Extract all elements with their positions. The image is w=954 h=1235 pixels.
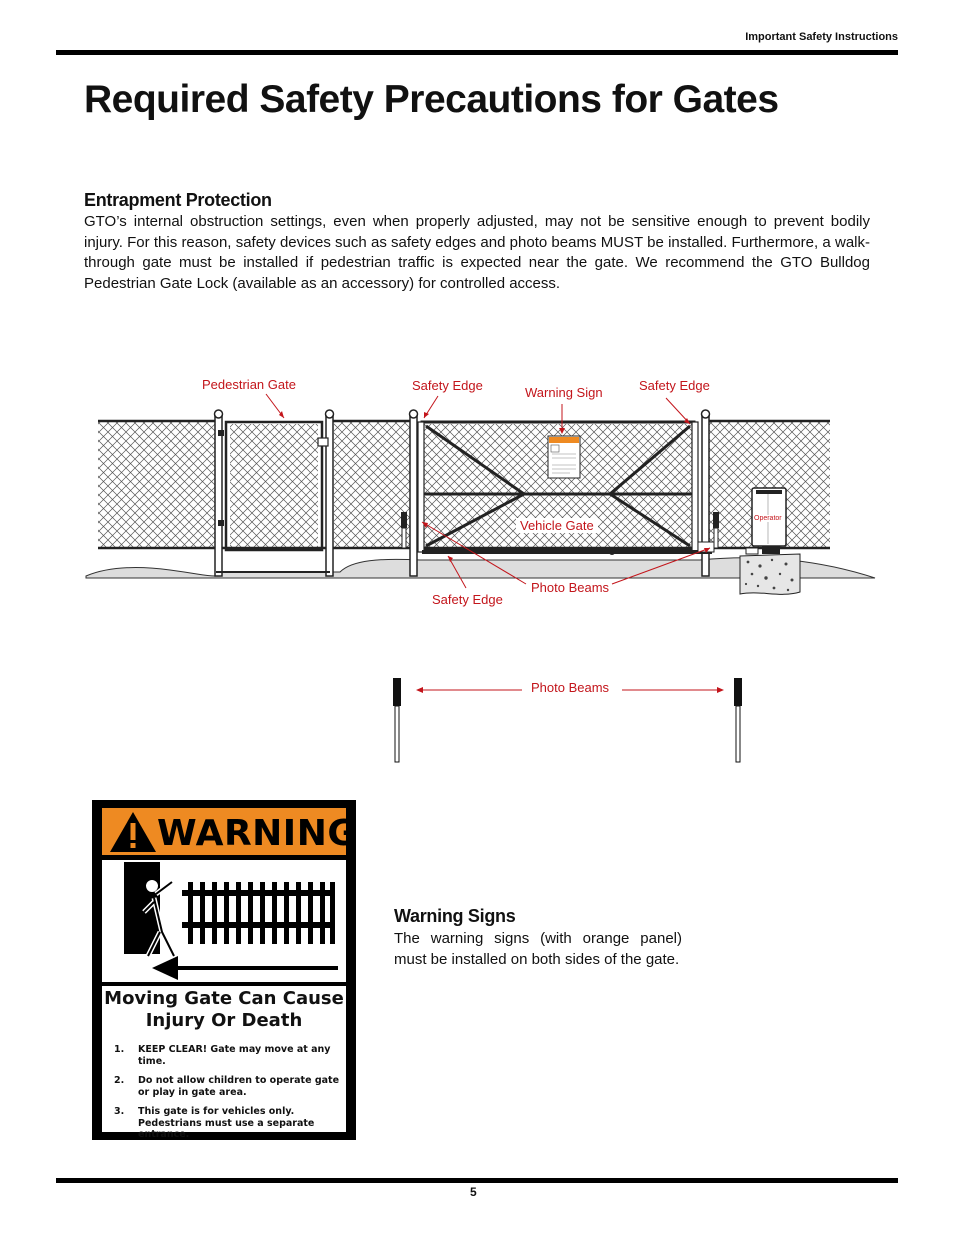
warning-signs-body: The warning signs (with orange panel) must be installed on both sides of the gate. [394,930,682,968]
label-pedestrian-gate: Pedestrian Gate [202,377,296,392]
label-safety-edge-left: Safety Edge [412,378,483,393]
section-header-label: Important Safety Instructions [745,31,898,43]
fence-left-mesh [98,422,216,548]
photo-beam-right [713,512,719,528]
photo-beam-detail-left [393,678,401,706]
warning-signs-heading: Warning Signs [394,906,516,926]
label-vehicle-gate: Vehicle Gate [516,518,598,533]
warning-text-panel [102,986,346,1140]
entrapment-body: GTO’s internal obstruction settings, even when properly adjusted, may not be sensitive enough to prevent bodily injury. For this reason, safety devices such as safety edges and photo beams MUST be installed. Furthermore, a walk-through gate must be installed if pedestrian traffic is expected near the gate. We recommend the GTO Bulldog Pedestrian Gate Lock (available as an accessory) for controlled access. [84,213,870,292]
label-safety-edge-bottom: Safety Edge [432,592,503,607]
label-photo-beams: Photo Beams [531,580,610,595]
page-number: 5 [470,1185,477,1199]
pedestrian-gate-mesh [230,424,318,548]
label-warning-sign: Warning Sign [525,385,603,400]
warning-sign-graphic [92,800,356,1140]
warning-banner [102,808,358,855]
warning-triangle-icon [108,808,158,855]
warning-sign-list [114,1044,342,1149]
person-gate-pictogram-icon [102,860,346,982]
list-item: 3. This gate is for vehicles only. Pedestrians must use a separate entrance. [114,1106,315,1140]
fence-mid-mesh [334,422,410,548]
page-title: Required Safety Precautions for Gates [84,78,779,121]
concrete-pad [740,554,800,594]
label-safety-edge-right: Safety Edge [639,378,710,393]
entrapment-heading: Entrapment Protection [84,190,272,210]
photo-beam-left [401,512,407,528]
warning-pictogram-panel [102,860,346,982]
list-item: 2. Do not allow children to operate gate or play in gate area. [114,1075,340,1098]
warning-sign-heading: Moving Gate Can Cause Injury Or Death [104,988,344,1031]
label-operator: Operator [754,515,782,522]
bottom-rule [56,1178,898,1183]
list-item: 1. KEEP CLEAR! Gate may move at any time. [114,1044,331,1067]
label-photo-beams-detail: Photo Beams [531,680,610,695]
photo-beam-detail-right [734,678,742,706]
warning-word: WARNING [157,813,358,854]
